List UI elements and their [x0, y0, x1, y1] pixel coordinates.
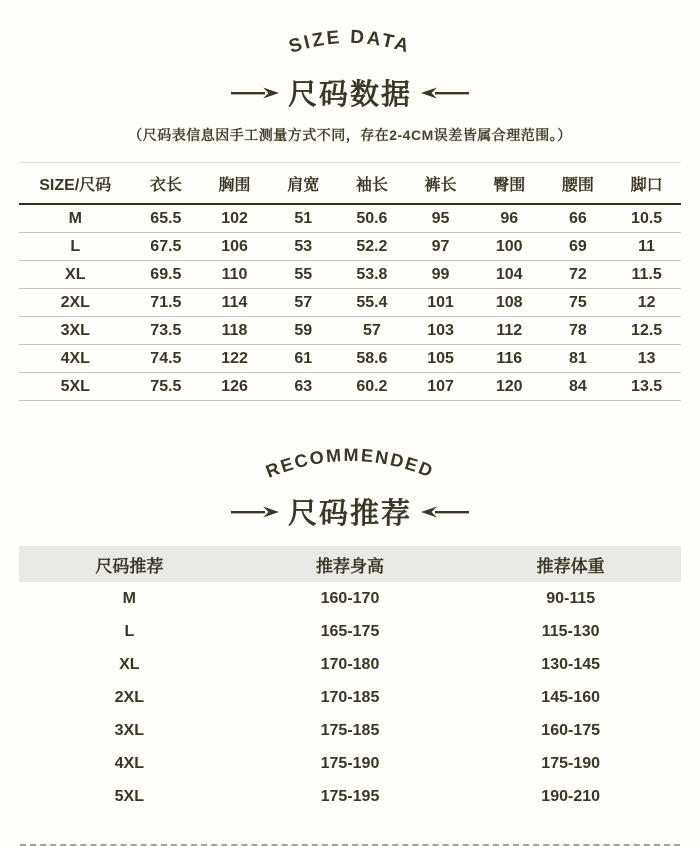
column-header: 脚口: [612, 163, 681, 205]
value-cell: 57: [269, 289, 338, 317]
value-cell: 72: [544, 261, 613, 289]
table-row: [19, 261, 681, 289]
value-cell: 69: [544, 233, 613, 261]
arch-label: RECOMMENDED: [262, 444, 438, 482]
value-cell: 122: [200, 345, 269, 373]
column-header: 臀围: [475, 163, 544, 205]
size-cell: L: [124, 622, 135, 640]
value-cell: 165-175: [320, 622, 380, 640]
header-row: [19, 546, 681, 582]
size-data-section: [0, 16, 700, 401]
column-header: 胸围: [200, 163, 269, 205]
value-cell: 108: [475, 289, 544, 317]
value-cell: 73.5: [132, 317, 201, 345]
column-header: 推荐体重: [460, 546, 681, 582]
table-row: [19, 582, 681, 615]
table-row: [19, 373, 681, 401]
table-row: [19, 648, 681, 681]
value-cell: 112: [475, 317, 544, 345]
size-cell: XL: [19, 261, 132, 289]
size-cell: XL: [119, 655, 140, 673]
value-cell: 67.5: [132, 233, 201, 261]
arch-label: SIZE DATA: [286, 26, 414, 58]
value-cell: 101: [406, 289, 475, 317]
svg-text:RECOMMENDED: [263, 445, 437, 482]
value-cell: 170-180: [320, 655, 380, 673]
value-cell: 52.2: [338, 233, 407, 261]
value-cell: 160-170: [320, 589, 380, 607]
value-cell: 130-145: [541, 655, 601, 673]
value-cell: 116: [475, 345, 544, 373]
value-cell: 12: [612, 289, 681, 317]
section-title: 尺码推荐: [287, 498, 412, 530]
value-cell: 95: [406, 204, 475, 233]
value-cell: 61: [269, 345, 338, 373]
value-cell: 114: [200, 289, 269, 317]
column-header: 尺码推荐: [19, 546, 240, 582]
size-cell: 5XL: [19, 373, 132, 401]
value-cell: 97: [406, 233, 475, 261]
table-row: [19, 317, 681, 345]
value-cell: 110: [200, 261, 269, 289]
value-cell: 175-190: [320, 754, 380, 772]
size-cell: L: [19, 233, 132, 261]
value-cell: 84: [544, 373, 613, 401]
title-deco-left-icon: [231, 86, 279, 100]
column-header: 肩宽: [269, 163, 338, 205]
column-header: 裤长: [406, 163, 475, 205]
size-cell: 4XL: [19, 345, 132, 373]
value-cell: 78: [544, 317, 613, 345]
recommended-section: [0, 433, 700, 813]
table-row: [19, 780, 681, 813]
value-cell: 107: [406, 373, 475, 401]
value-cell: 66: [544, 204, 613, 233]
value-cell: 69.5: [132, 261, 201, 289]
value-cell: 175-195: [320, 787, 380, 805]
value-cell: 106: [200, 233, 269, 261]
value-cell: 75.5: [132, 373, 201, 401]
value-cell: 103: [406, 317, 475, 345]
value-cell: 50.6: [338, 204, 407, 233]
title-deco-left-icon: [231, 505, 279, 519]
size-cell: 3XL: [19, 317, 132, 345]
value-cell: 175-185: [320, 721, 380, 739]
value-cell: 120: [475, 373, 544, 401]
size-cell: 4XL: [114, 754, 144, 772]
column-header: 衣长: [132, 163, 201, 205]
column-header: SIZE/尺码: [19, 163, 132, 205]
value-cell: 10.5: [612, 204, 681, 233]
recommended-table: [19, 546, 681, 813]
value-cell: 11: [612, 233, 681, 261]
value-cell: 99: [406, 261, 475, 289]
value-cell: 145-160: [541, 688, 601, 706]
value-cell: 105: [406, 345, 475, 373]
value-cell: 74.5: [132, 345, 201, 373]
value-cell: 63: [269, 373, 338, 401]
table-row: [19, 747, 681, 780]
measurement-note: （尺码表信息因手工测量方式不同，存在2-4CM误差皆属合理范围。）: [128, 127, 572, 143]
table-row: [19, 615, 681, 648]
table-row: [19, 289, 681, 317]
value-cell: 118: [200, 317, 269, 345]
svg-text:SIZE DATA: [286, 27, 413, 58]
value-cell: 65.5: [132, 204, 201, 233]
table-row: [19, 714, 681, 747]
value-cell: 81: [544, 345, 613, 373]
value-cell: 13.5: [612, 373, 681, 401]
value-cell: 104: [475, 261, 544, 289]
value-cell: 100: [475, 233, 544, 261]
size-cell: 2XL: [19, 289, 132, 317]
value-cell: 90-115: [546, 589, 596, 607]
table-row: [19, 204, 681, 233]
recommended-arch-text: [210, 433, 490, 489]
size-data-title-row: [0, 72, 700, 113]
size-data-arch-text: [210, 16, 490, 70]
value-cell: 55: [269, 261, 338, 289]
table-row: [19, 681, 681, 714]
recommended-title-row: [0, 491, 700, 532]
title-deco-right-icon: [421, 505, 469, 519]
value-cell: 175-190: [541, 754, 601, 772]
size-data-table: [19, 162, 681, 401]
size-cell: 3XL: [114, 721, 144, 739]
section-title: 尺码数据: [287, 79, 412, 111]
value-cell: 12.5: [612, 317, 681, 345]
title-deco-right-icon: [421, 86, 469, 100]
header-row: [19, 163, 681, 205]
size-cell: M: [122, 589, 136, 607]
column-header: 腰围: [544, 163, 613, 205]
value-cell: 96: [475, 204, 544, 233]
value-cell: 58.6: [338, 345, 407, 373]
value-cell: 53.8: [338, 261, 407, 289]
value-cell: 126: [200, 373, 269, 401]
value-cell: 51: [269, 204, 338, 233]
column-header: 推荐身高: [240, 546, 461, 582]
value-cell: 59: [269, 317, 338, 345]
value-cell: 160-175: [541, 721, 601, 739]
size-cell: 2XL: [114, 688, 144, 706]
size-cell: 5XL: [114, 787, 144, 805]
size-cell: M: [19, 204, 132, 233]
table-row: [19, 345, 681, 373]
table-row: [19, 233, 681, 261]
value-cell: 11.5: [612, 261, 681, 289]
value-cell: 60.2: [338, 373, 407, 401]
value-cell: 115-130: [541, 622, 600, 640]
value-cell: 170-185: [320, 688, 380, 706]
value-cell: 55.4: [338, 289, 407, 317]
value-cell: 71.5: [132, 289, 201, 317]
value-cell: 57: [338, 317, 407, 345]
value-cell: 102: [200, 204, 269, 233]
value-cell: 190-210: [541, 787, 601, 805]
value-cell: 75: [544, 289, 613, 317]
value-cell: 53: [269, 233, 338, 261]
value-cell: 13: [612, 345, 681, 373]
column-header: 袖长: [338, 163, 407, 205]
